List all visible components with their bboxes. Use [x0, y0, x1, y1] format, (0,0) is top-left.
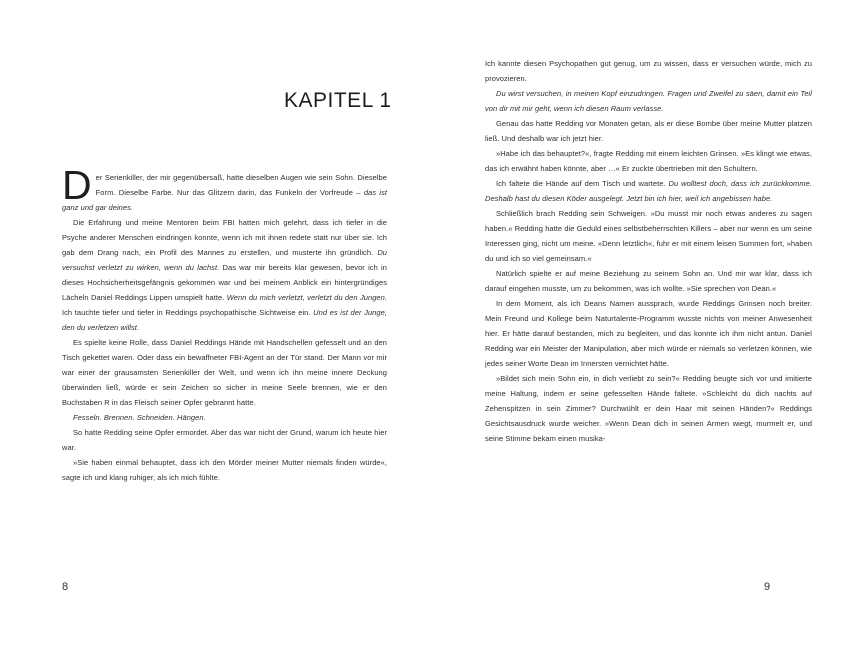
paragraph-italic: Du wirst versuchen, in meinen Kopf einzudringen. Fragen und Zweifel zu säen, damit ein Teil von dir mit mir geht, wenn ich diesen Raum verlasse.	[485, 89, 812, 113]
paragraph	[62, 410, 387, 425]
paragraph	[485, 266, 812, 296]
paragraph-text: Natürlich spielte er auf meine Beziehung zu seinem Sohn an. Und mir war klar, dass ich darauf eingehen musste, um zu bekommen, was ich wollte. »Sie sprechen von Dean.«	[485, 269, 812, 293]
paragraph	[62, 335, 387, 410]
paragraph-text: Schließlich brach Redding sein Schweigen. »Du musst mir noch etwas anderes zu sagen haben.« Redding hatte die Geduld eines selbstbeherrschten Killers – aber nur wenn es um seine Interessen ging, nicht um meine. »Denn letztlich«, fuhr er mit einem leisen Summen fort, »haben du und ich so viel gemeinsam.«	[485, 209, 812, 263]
chapter-title: KAPITEL 1	[284, 89, 392, 112]
paragraph-text: Genau das hatte Redding vor Monaten getan, als er diese Bombe über meine Mutter platzen ließ. Und deshalb war ich jetzt hier.	[485, 119, 812, 143]
right-text-column	[485, 56, 812, 446]
paragraph-text: er Serienkiller, der mir gegenübersaß, hatte dieselben Augen wie sein Sohn. Dieselbe Form. Dieselbe Farbe. Nur das Glitzern darin, das Funkeln der Vorfreude –	[95, 173, 387, 197]
paragraph-text: »Habe ich das behauptet?«, fragte Redding mit einem leichten Grinsen. »Es klingt wie etwas, das ich erwähnt haben könnte, aber …« Er zuckte übertrieben mit den Schultern.	[485, 149, 812, 173]
paragraph	[62, 425, 387, 455]
left-text-column	[62, 162, 388, 485]
paragraph	[62, 162, 387, 215]
paragraph-italic: Und es ist der Junge, den du verletzen willst.	[62, 308, 387, 332]
right-page	[425, 0, 849, 648]
paragraph-text: Ich faltete die Hände auf dem Tisch und wartete.	[496, 179, 669, 188]
paragraph	[485, 116, 812, 146]
paragraph	[485, 146, 812, 176]
paragraph-text: Es spielte keine Rolle, dass Daniel Reddings Hände mit Handschellen gefesselt und an den Tisch gekettet waren. Oder dass ein bewaffneter FBI-Agent an der Tür stand. Der Mann vor mir war einer der grausamsten Serienkiller der Welt, und wenn ich ihn meine innere Deckung überwinden ließ, würde er sein Zeichen so sicher in meine Seele brennen, wie er den Buchstaben R in das Fleisch seiner Opfer gebrannt hatte.	[62, 338, 387, 407]
paragraph-text: In dem Moment, als ich Deans Namen aussprach, wurde Reddings Grinsen noch breiter. Mein Freund und Kollege beim Naturtalente-Programm wusste nichts von meiner Anwesenheit hier. Er hätte darauf bestanden, mich zu begleiten, und das konnte ich ihm nicht antun. Daniel Redding war ein Meister der Manipulation, aber mich würde er niemals so verletzen können, wie jedes seiner Worte Dean im Innersten vernichtet hätte.	[485, 299, 812, 368]
paragraph	[485, 86, 812, 116]
left-page	[0, 0, 424, 648]
paragraph	[62, 455, 387, 485]
paragraph-italic: Wenn du mich verletzt, verletzt du den Jungen.	[226, 293, 388, 302]
paragraph-text: Die Erfahrung und meine Mentoren beim FBI hatten mich gelehrt, dass ich tiefer in die Psyche anderer Menschen eindringen konnte, wenn ich mit ihnen redete statt nur über sie. Ich gab dem Drang nach, ein Profil des Mannes zu erstellen, und musterte ihn gründlich.	[62, 218, 387, 257]
paragraph-text: Ich tauchte tiefer und tiefer in Reddings psychopathische Sichtweise ein.	[62, 308, 314, 317]
paragraph	[485, 296, 812, 371]
paragraph-text: »Bildet sich mein Sohn ein, in dich verliebt zu sein?« Redding beugte sich vor und imitierte meine Haltung, indem er seine gefesselten Hände faltete. »Schleicht du dich nachts auf Zehenspitzen in sein Zimmer? Durchwühlt er dein Haar mit seinen Händen?« Reddings Gesichtsausdruck wurde weicher. »Wenn Dean dich in seinen Armen wiegt, murmelt er, und seine Stimme bekam einen musika-	[485, 374, 812, 443]
paragraph-italic: Du versuchst verletzt zu wirken, wenn du lachst.	[62, 248, 387, 272]
paragraph-italic: Du wolltest doch, dass ich zurückkomme. Deshalb hast du diesen Köder ausgelegt. Jetzt bin ich hier, weil ich angebissen habe.	[485, 179, 812, 203]
paragraph-italic: das ist ganz und gar deines.	[62, 188, 387, 212]
page-number: 9	[764, 581, 771, 593]
paragraph	[62, 215, 387, 335]
paragraph-text: »Sie haben einmal behauptet, dass ich den Mörder meiner Mutter niemals finden würde«, sagte ich und klang ruhiger, als ich mich fühlte.	[62, 458, 387, 482]
paragraph	[485, 371, 812, 446]
paragraph-text: Ich kannte diesen Psychopathen gut genug, um zu wissen, dass er versuchen würde, mich zu provozieren.	[485, 59, 812, 83]
page-number: 8	[62, 581, 69, 593]
paragraph-italic: Fesseln. Brennen. Schneiden. Hängen.	[73, 413, 206, 422]
paragraph	[485, 176, 812, 206]
drop-cap: D	[62, 162, 92, 208]
paragraph-text: Das war mir bereits klar gewesen, bevor ich in dieses Hochsicherheitsgefängnis gekommen war und bei meinem Anblick ein hintergründiges Lächeln Daniel Reddings Lippen umspielt hatte.	[62, 263, 387, 302]
paragraph	[485, 206, 812, 266]
paragraph-text: So hatte Redding seine Opfer ermordet. Aber das war nicht der Grund, warum ich heute hier war.	[62, 428, 387, 452]
paragraph	[485, 56, 812, 86]
